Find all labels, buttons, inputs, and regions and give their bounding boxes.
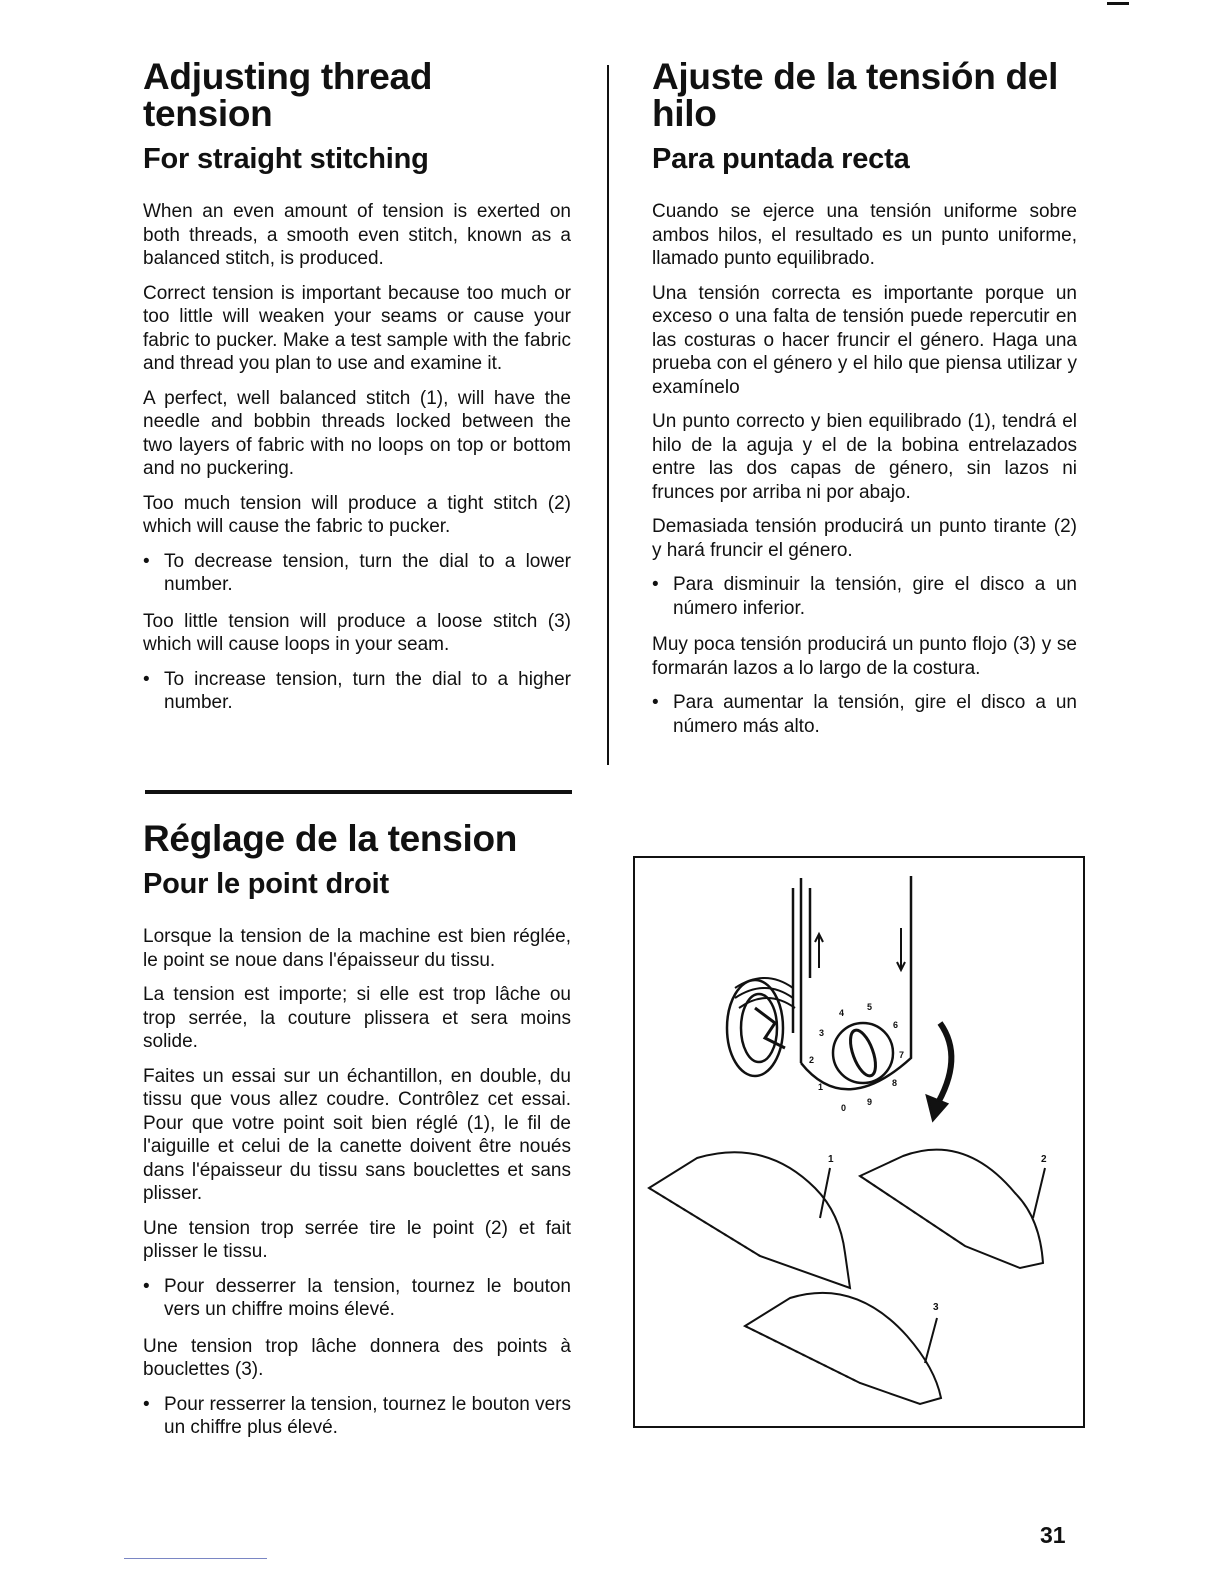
rotation-arrow-curve <box>935 1023 951 1108</box>
tension-figure-svg <box>635 858 1083 1426</box>
english-paragraph-4: Too much tension will produce a tight stitch (2) which will cause the fabric to pucker. <box>143 492 571 537</box>
dial-number-7: 7 <box>899 1050 905 1060</box>
bullet-text: To increase tension, turn the dial to a higher number. <box>164 668 571 713</box>
french-bullet-increase <box>143 1393 571 1440</box>
bullet-text: To decrease tension, turn the dial to a lower number. <box>164 550 571 595</box>
dial-number-3: 3 <box>819 1028 825 1038</box>
bullet-dot: • <box>143 668 150 690</box>
english-paragraph-2: Correct tension is important because too much or too little will weaken your seams or cause your fabric to pucker. Make a test sample with the fabric and thread you plan to use and examine it. <box>143 282 571 374</box>
dial-number-labels <box>809 1002 904 1113</box>
spanish-paragraph-5: Muy poca tensión producirá un punto flojo (3) y se formarán lazos a lo largo de la costura. <box>652 634 1077 679</box>
bullet-dot: • <box>143 1393 150 1415</box>
stitch-pointer-2 <box>1033 1168 1045 1218</box>
bullet-text: Pour resserrer la tension, tournez le bouton vers un chiffre plus élevé. <box>164 1393 571 1438</box>
french-subtitle: Pour le point droit <box>143 868 389 900</box>
stitch-pointer-3 <box>925 1318 937 1363</box>
english-paragraph-1: When an even amount of tension is exerted on both threads, a smooth even stitch, known as a balanced stitch, is produced. <box>143 201 571 269</box>
thread-path <box>755 1008 785 1048</box>
dial-number-5: 5 <box>867 1002 873 1012</box>
spanish-paragraph-3: Un punto correcto y bien equilibrado (1), tendrá el hilo de la aguja y el de la bobina entrelazados entre las dos capas de género, sin lazos ni frunces por arriba ni por abajo. <box>652 411 1077 503</box>
bullet-dot: • <box>143 1275 150 1297</box>
english-title: Adjusting thread tension <box>143 56 433 134</box>
column-divider <box>607 65 609 765</box>
bullet-dot: • <box>143 550 150 572</box>
tension-dial-knob <box>845 1027 880 1079</box>
french-paragraph-2: La tension est importe; si elle est trop lâche ou trop serrée, la couture plissera et sera moins solide. <box>143 984 571 1052</box>
corner-mark <box>1107 2 1129 5</box>
spanish-title: Ajuste de la tensión del hilo <box>652 56 1059 134</box>
spanish-paragraph-2: Una tensión correcta es importante porque un exceso o una falta de tensión puede repercutir en las costuras o hacer fruncir el género. Haga una prueba con el género y el hilo que piensa utilizar y examínelo <box>652 282 1077 398</box>
dial-number-9: 9 <box>867 1097 873 1107</box>
english-subtitle: For straight stitching <box>143 143 429 175</box>
french-bullet-decrease <box>143 1275 571 1322</box>
dial-number-6: 6 <box>893 1020 899 1030</box>
stitch-label-1: 1 <box>828 1154 834 1165</box>
french-paragraph-5: Une tension trop lâche donnera des points à bouclettes (3). <box>143 1335 571 1380</box>
section-divider <box>145 790 572 794</box>
spanish-subtitle: Para puntada recta <box>652 143 910 175</box>
dial-number-8: 8 <box>892 1078 898 1088</box>
tension-illustration <box>633 856 1085 1428</box>
dial-number-2: 2 <box>809 1055 815 1065</box>
spanish-paragraph-1: Cuando se ejerce una tensión uniforme sobre ambos hilos, el resultado es un punto uniforme, llamado punto equilibrado. <box>652 201 1077 269</box>
english-bullet-decrease <box>143 550 571 597</box>
tension-dial-diagram <box>727 876 951 1120</box>
dial-number-0: 0 <box>841 1103 847 1113</box>
bullet-text: Pour desserrer la tension, tournez le bouton vers un chiffre moins élevé. <box>164 1275 571 1320</box>
dial-number-1: 1 <box>818 1082 824 1092</box>
bullet-dot: • <box>652 692 659 713</box>
spanish-section <box>652 58 1077 751</box>
stitch-sample-2 <box>860 1150 1043 1268</box>
rotation-arrow-head <box>927 1096 947 1120</box>
bullet-text: Para aumentar la tensión, gire el disco a un número más alto. <box>673 692 1077 737</box>
page-number: 31 <box>1040 1522 1066 1548</box>
stitch-sample-3 <box>745 1293 941 1404</box>
stitch-samples <box>649 1150 1045 1404</box>
bullet-text: Para disminuir la tensión, gire el disco a un número inferior. <box>673 574 1077 619</box>
english-bullet-increase <box>143 668 571 715</box>
spanish-bullet-increase <box>652 691 1077 738</box>
french-section <box>143 820 571 1453</box>
french-paragraph-4: Une tension trop serrée tire le point (2) et fait plisser le tissu. <box>143 1217 571 1262</box>
footer-line <box>124 1558 267 1559</box>
french-title: Réglage de la tension <box>143 818 518 859</box>
stitch-label-3: 3 <box>933 1302 939 1313</box>
stitch-label-2: 2 <box>1041 1154 1047 1165</box>
thread-up-arrow <box>815 934 823 968</box>
french-paragraph-1: Lorsque la tension de la machine est bien réglée, le point se noue dans l'épaisseur du tissu. <box>143 926 571 971</box>
french-paragraph-3: Faites un essai sur un échantillon, en double, du tissu que vous allez coudre. Contrôlez cet essai. Pour que votre point soit bien réglé (1), le fil de l'aiguille et celui de la canette doivent être noués dans l'épaisseur du tissu sans bouclettes et sans plisser. <box>143 1065 571 1204</box>
stitch-sample-1 <box>649 1152 850 1288</box>
stitch-number-labels <box>828 1154 1047 1313</box>
bullet-dot: • <box>652 574 659 595</box>
stitch-pointer-1 <box>820 1168 830 1218</box>
english-paragraph-5: Too little tension will produce a loose stitch (3) which will cause loops in your seam. <box>143 610 571 655</box>
spanish-bullet-decrease <box>652 573 1077 620</box>
dial-number-4: 4 <box>839 1008 845 1018</box>
thread-down-arrow <box>897 928 905 970</box>
english-section <box>143 58 571 728</box>
english-paragraph-3: A perfect, well balanced stitch (1), will have the needle and bobbin threads locked between the two layers of fabric with no loops on top or bottom and no puckering. <box>143 387 571 479</box>
spanish-paragraph-4: Demasiada tensión producirá un punto tirante (2) y hará fruncir el género. <box>652 516 1077 561</box>
